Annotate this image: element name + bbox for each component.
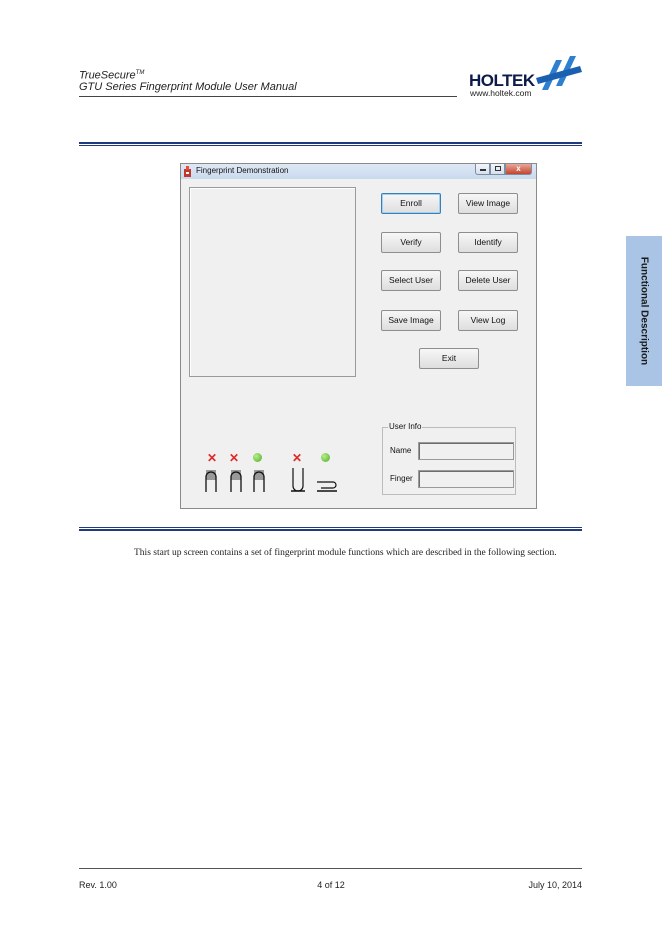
window-title: Fingerprint Demonstration (196, 166, 289, 175)
finger-icon-2 (228, 468, 244, 494)
minimize-button[interactable] (475, 164, 490, 175)
finger-label: Finger (390, 474, 413, 483)
status-x-3: ✕ (292, 451, 303, 465)
app-window (180, 163, 537, 509)
section-rule-top (79, 142, 582, 146)
finger-press-icon (289, 466, 307, 494)
view-log-button[interactable]: View Log (458, 310, 518, 331)
view-image-button[interactable]: View Image (458, 193, 518, 214)
footer-rule (79, 868, 582, 869)
holtek-logo-icon (532, 52, 584, 92)
maximize-button[interactable] (490, 164, 505, 175)
finger-lift-icon (315, 476, 339, 494)
select-user-button[interactable]: Select User (381, 270, 441, 291)
status-x-1: ✕ (207, 451, 218, 465)
body-paragraph: This start up screen contains a set of fingerprint module functions which are described in the following section. (134, 548, 557, 558)
finger-icon-1 (203, 468, 219, 494)
name-label: Name (390, 446, 412, 455)
identify-button[interactable]: Identify (458, 232, 518, 253)
product-name-text: TrueSecure (79, 69, 136, 82)
logo-url[interactable]: www.holtek.com (470, 88, 532, 98)
finger-field[interactable] (418, 470, 514, 488)
status-ok-2 (321, 453, 330, 462)
footer-page-number: 4 of 12 (317, 880, 345, 890)
trademark: TM (135, 70, 145, 76)
save-image-button[interactable]: Save Image (381, 310, 441, 331)
section-rule-bottom (79, 527, 582, 531)
name-field[interactable] (418, 442, 514, 460)
enroll-button[interactable]: Enroll (381, 193, 441, 214)
logo-wordmark: HOLTEK (469, 71, 535, 90)
footer-revision: Rev. 1.00 (79, 880, 117, 890)
user-info-group (382, 422, 516, 495)
status-x-2: ✕ (229, 451, 240, 465)
exit-button[interactable]: Exit (419, 348, 479, 369)
verify-button[interactable]: Verify (381, 232, 441, 253)
user-info-label: User Info (389, 422, 422, 431)
side-tab (626, 236, 662, 386)
manual-title: GTU Series Fingerprint Module User Manual (79, 81, 297, 93)
header-rule (79, 96, 457, 97)
delete-user-button[interactable]: Delete User (458, 270, 518, 291)
app-icon (183, 166, 192, 177)
fingerprint-image-area (189, 187, 356, 377)
finger-icon-3 (251, 468, 267, 494)
window-titlebar[interactable] (181, 164, 536, 179)
side-tab-label: Functional Description (638, 256, 650, 366)
close-button[interactable]: x (505, 164, 532, 175)
status-ok-1 (253, 453, 262, 462)
footer-date: July 10, 2014 (528, 880, 582, 890)
